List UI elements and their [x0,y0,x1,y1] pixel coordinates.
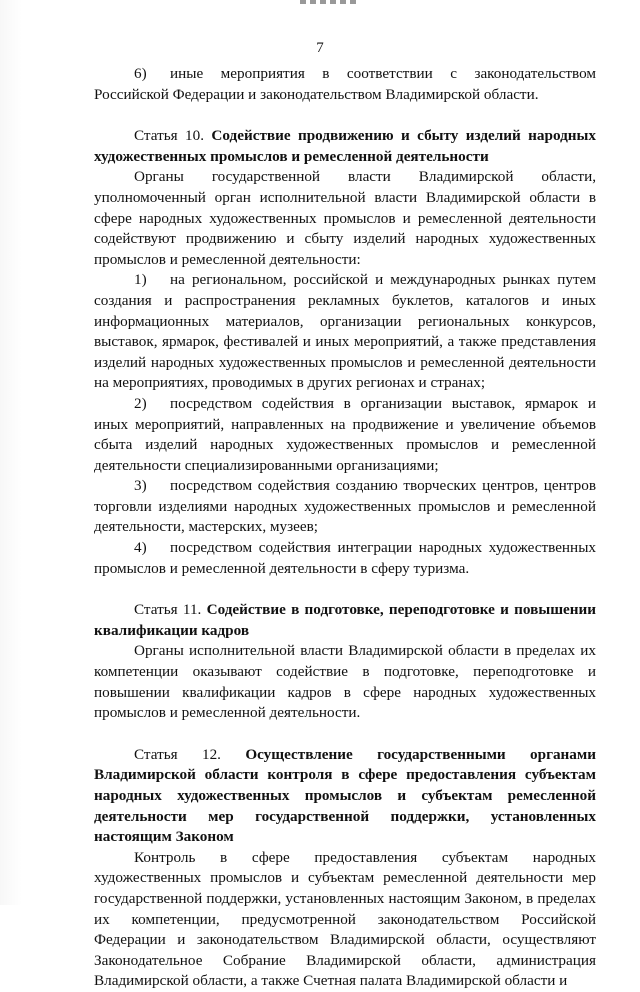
page-number: 7 [316,40,324,56]
list-item-text: иные мероприятия в соответствии с законодательством Российской Федерации и законодательством Владимирской области. [94,65,596,103]
list-item-4 [94,538,596,579]
article-prefix: Статья 10. [134,127,205,145]
article-12-heading [94,745,596,848]
list-item-1 [94,270,596,394]
list-item-number: 3) [134,477,147,495]
article-title: Содействие продвижению и сбыту изделий народных художественных промыслов и ремесленной деятельности [94,127,596,165]
article-10-intro: Органы государственной власти Владимирской области, уполномоченный орган исполнительной власти Владимирской области в сфере народных художественных промыслов и ремесленной деятельности содействуют продвижению и сбыту изделий народных художественных промыслов и ремесленной деятельности: [94,168,596,268]
list-item-number: 4) [134,539,147,557]
article-10-heading [94,126,596,167]
list-item-2 [94,394,596,476]
spacer [94,724,596,745]
scan-edge-shadow [0,0,22,905]
article-prefix: Статья 11. [134,601,202,619]
list-item-6 [94,64,596,105]
scan-top-artifact [300,0,360,4]
article-title: Содействие в подготовке, переподготовке и повышении квалификации кадров [94,601,597,639]
list-item-text: на региональном, российской и международных рынках путем создания и распространения рекламных буклетов, каталогов и иных информационных материалов, организации региональных конкурсов, выставок, ярмарок, фестивалей и иных мероприятий, а также представления изделий народных художественных промыслов и ремесленной деятельности на мероприятиях, проводимых в других регионах и странах; [94,271,596,392]
list-item-3 [94,476,596,538]
spacer [94,579,596,600]
article-11-heading [94,600,596,641]
list-item-text: посредством содействия созданию творческих центров, центров торговли изделиями народных художественных промыслов и ремесленной деятельности, мастерских, музеев; [94,477,596,536]
list-item-text: посредством содействия в организации выставок, ярмарок и иных мероприятий, направленных на продвижение и увеличение объемов сбыта изделий народных художественных промыслов и ремесленной деятельности специализированными организациями; [94,394,596,474]
list-item-text: посредством содействия интеграции народных художественных промыслов и ремесленной деятельности в сферу туризма. [94,539,596,577]
spacer [94,105,596,126]
document-body [94,64,596,992]
list-item-number: 2) [134,394,147,412]
article-prefix: Статья 12. [134,745,221,763]
article-11-body: Органы исполнительной власти Владимирской области в пределах их компетенции оказывают содействие в подготовке, переподготовке и повышении квалификации кадров в сфере народных художественных промыслов и ремесленной деятельности. [94,642,596,722]
article-12-body: Контроль в сфере предоставления субъектам народных художественных промыслов и субъектам ремесленной деятельности мер государственной поддержки, установленных настоящим Законом, в пределах их компетенции, предусмотренной законодательством Российской Федерации и законодательством Владимирской области, осуществляют Законодательное Собрание Владимирской области, администрация Владимирской области, а также Счетная палата Владимирской области и [94,848,596,990]
list-item-number: 1) [134,271,147,289]
list-item-number: 6) [134,65,147,82]
article-title: Осуществление государственными органами Владимирской области контроля в сфере предоставления субъектам народных художественных промыслов и субъектам ремесленной деятельности мер государственной поддержки, установленных настоящим Законом [94,745,596,846]
